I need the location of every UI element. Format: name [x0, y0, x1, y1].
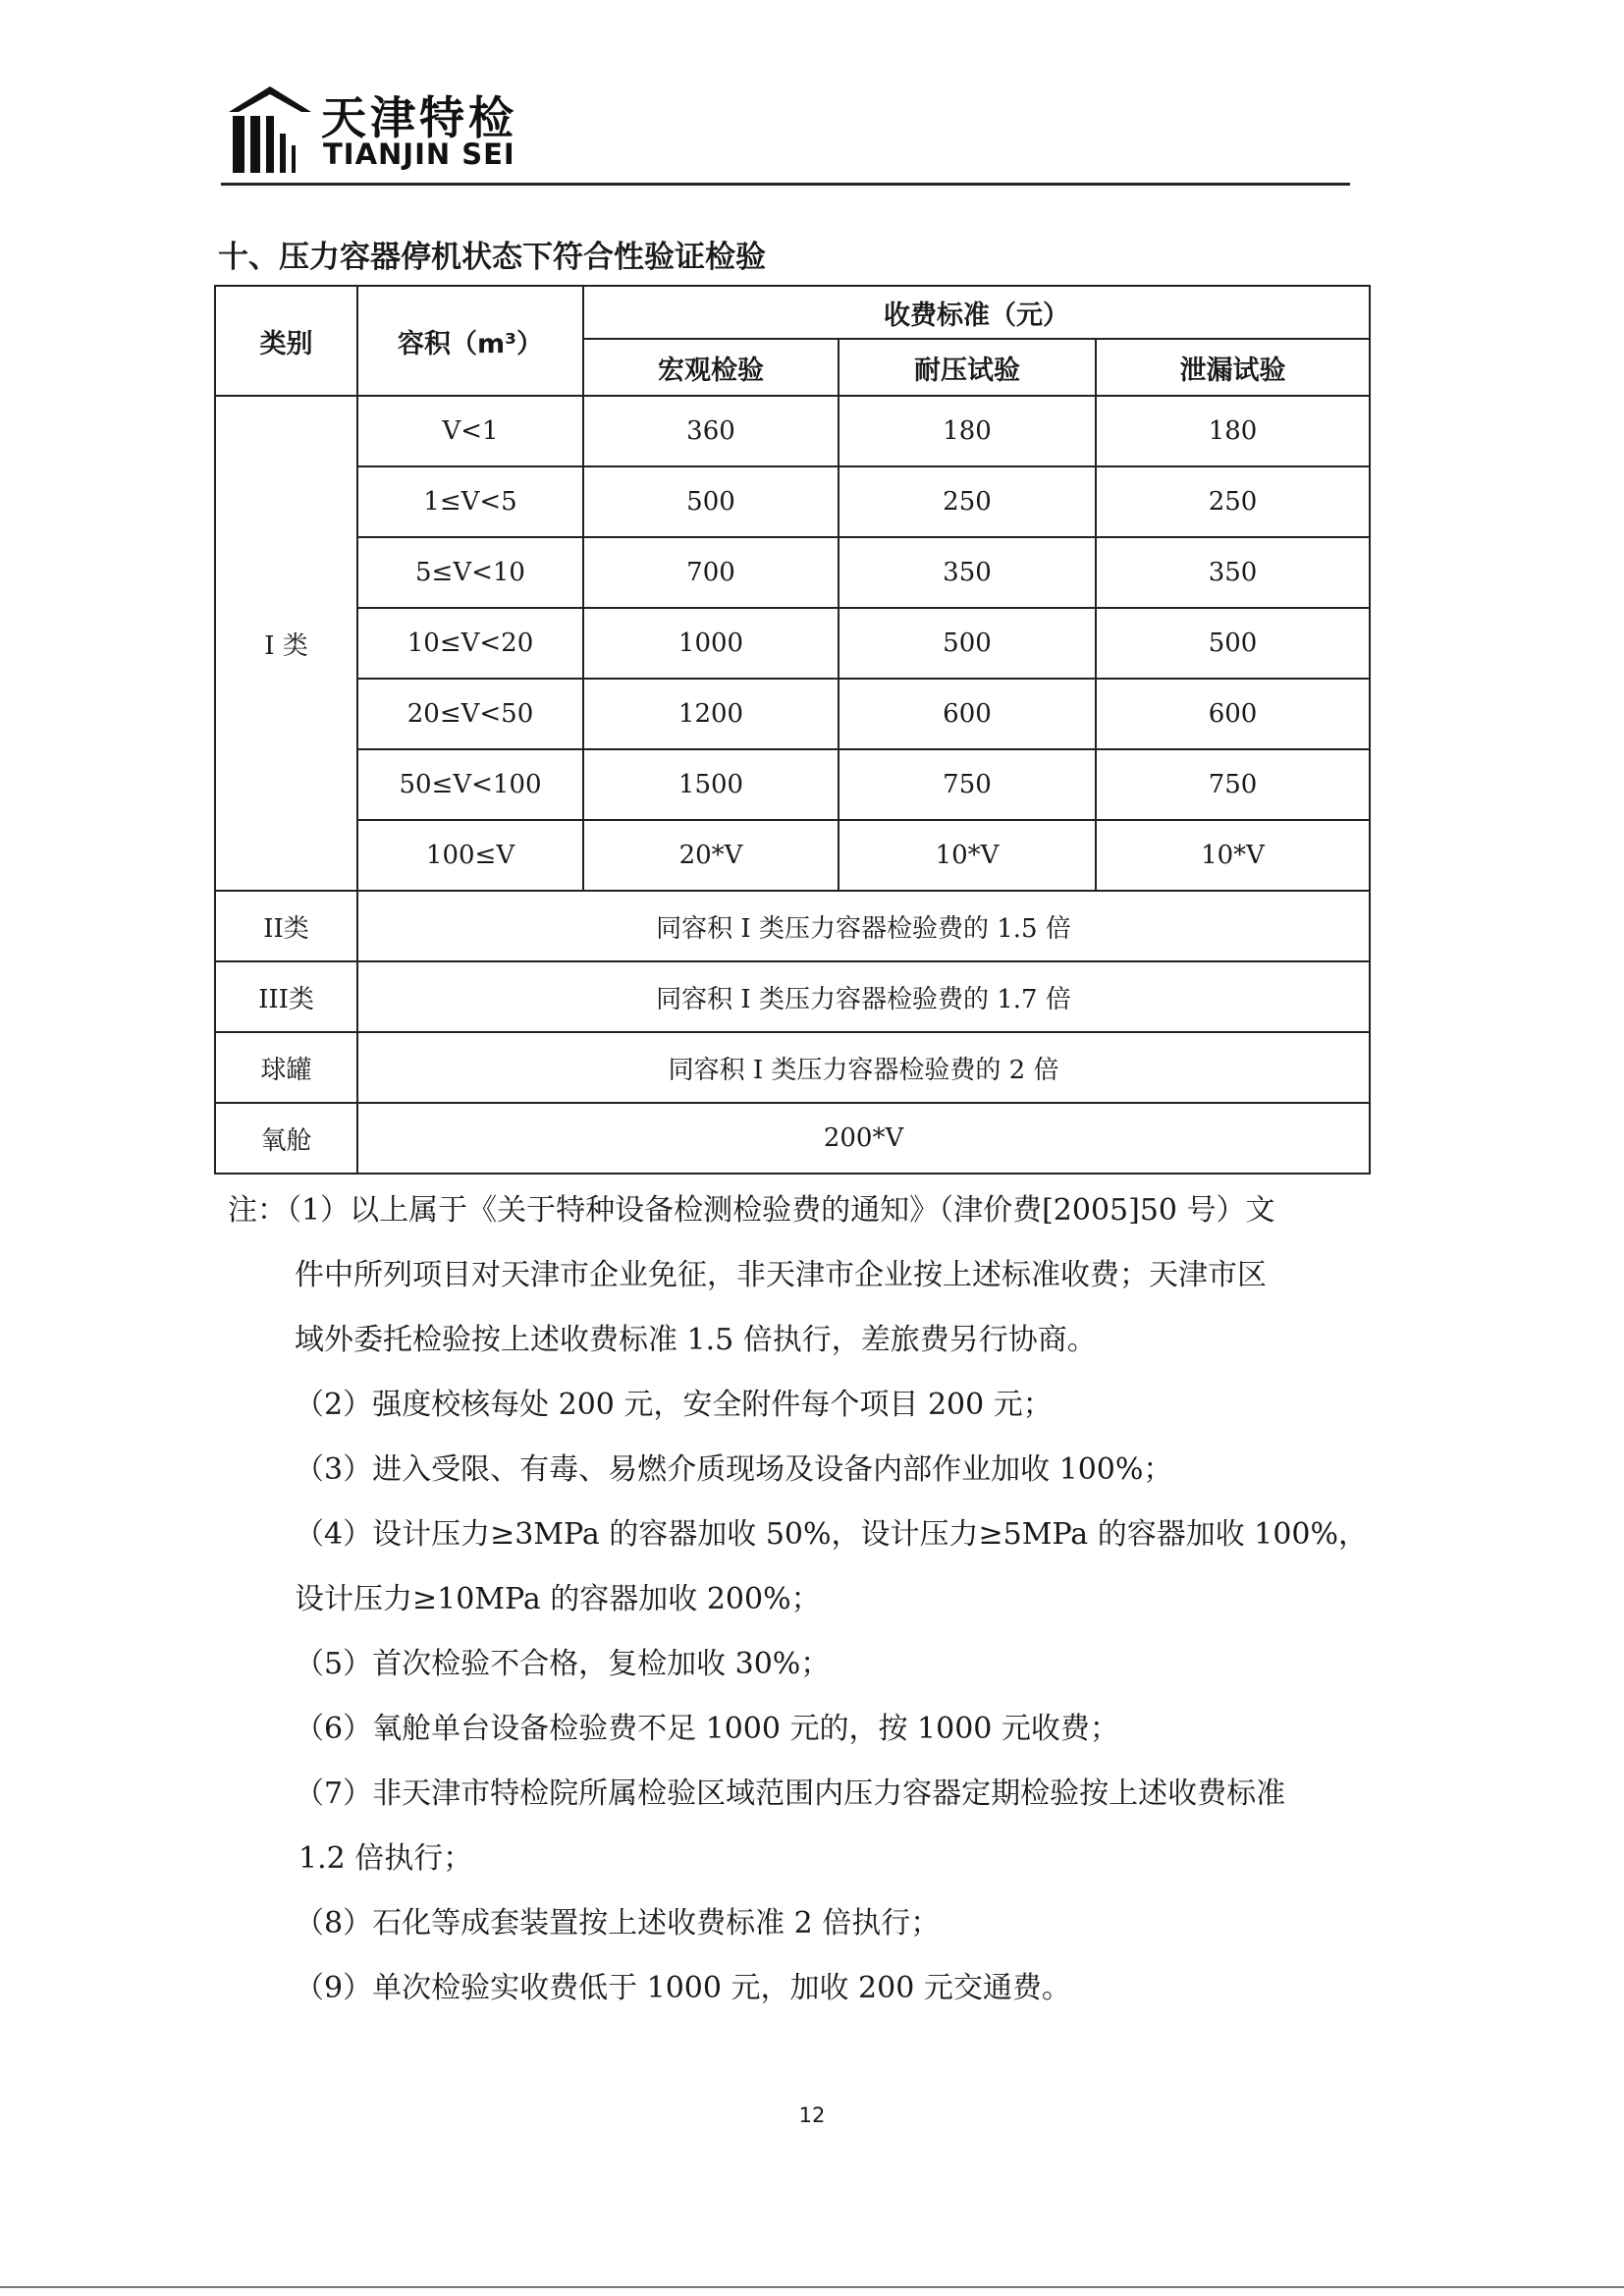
category-cell: II类 — [215, 891, 357, 961]
logo-english-name: TIANJIN SEI — [323, 137, 515, 171]
note-3: （3）进入受限、有毒、易燃介质现场及设备内部作业加收 100%； — [295, 1452, 1173, 1487]
class1-label: I 类 — [215, 396, 357, 891]
footer-divider — [0, 2286, 1624, 2288]
fee-rule-cell: 200*V — [357, 1103, 1370, 1174]
volume-cell: V<1 — [357, 396, 583, 466]
header-divider — [221, 183, 1350, 186]
pressure-fee-cell: 350 — [839, 537, 1096, 608]
table-row — [215, 1032, 1370, 1103]
tianjin-sei-logo-icon — [225, 82, 315, 177]
table-row — [215, 466, 1370, 537]
pressure-fee-cell: 10*V — [839, 820, 1096, 891]
volume-cell: 100≤V — [357, 820, 583, 891]
volume-cell: 1≤V<5 — [357, 466, 583, 537]
leak-fee-cell: 10*V — [1096, 820, 1370, 891]
category-cell: III类 — [215, 961, 357, 1032]
header-leak-test: 泄漏试验 — [1096, 339, 1370, 396]
header-macro-inspection: 宏观检验 — [583, 339, 839, 396]
logo-chinese-name: 天津特检 — [321, 91, 517, 144]
volume-cell: 5≤V<10 — [357, 537, 583, 608]
note-2: （2）强度校核每处 200 元，安全附件每个项目 200 元； — [295, 1388, 1053, 1422]
table-row — [215, 820, 1370, 891]
note-1-line-2: 件中所列项目对天津市企业免征，非天津市企业按上述标准收费；天津市区 — [295, 1258, 1267, 1292]
note-7-line-2: 1.2 倍执行； — [298, 1841, 473, 1876]
header-fee-standard: 收费标准（元） — [583, 286, 1370, 339]
macro-fee-cell: 20*V — [583, 820, 839, 891]
note-7-line-1: （7）非天津市特检院所属检验区域范围内压力容器定期检验按上述收费标准 — [295, 1777, 1286, 1811]
macro-fee-cell: 360 — [583, 396, 839, 466]
table-row — [215, 396, 1370, 466]
leak-fee-cell: 600 — [1096, 679, 1370, 749]
notes-section — [228, 1178, 1377, 2021]
table-header-row — [215, 286, 1370, 339]
fee-rule-cell: 同容积 I 类压力容器检验费的 1.5 倍 — [357, 891, 1370, 961]
table-row — [215, 537, 1370, 608]
table-row — [215, 679, 1370, 749]
note-4-line-1: （4）设计压力≥3MPa 的容器加收 50%，设计压力≥5MPa 的容器加收 100%， — [295, 1517, 1369, 1552]
note-8: （8）石化等成套装置按上述收费标准 2 倍执行； — [295, 1906, 941, 1941]
note-1-line-1: 注：（1）以上属于《关于特种设备检测检验费的通知》（津价费[2005]50 号）文 — [228, 1193, 1275, 1228]
macro-fee-cell: 1500 — [583, 749, 839, 820]
macro-fee-cell: 500 — [583, 466, 839, 537]
pressure-fee-cell: 180 — [839, 396, 1096, 466]
leak-fee-cell: 500 — [1096, 608, 1370, 679]
note-9: （9）单次检验实收费低于 1000 元，加收 200 元交通费。 — [295, 1971, 1071, 2005]
macro-fee-cell: 1200 — [583, 679, 839, 749]
pressure-fee-cell: 500 — [839, 608, 1096, 679]
header-volume: 容积（m³） — [357, 286, 583, 396]
table-row — [215, 961, 1370, 1032]
table-row — [215, 608, 1370, 679]
page-header — [221, 77, 1350, 187]
note-4-line-2: 设计压力≥10MPa 的容器加收 200%； — [295, 1582, 821, 1616]
fee-rule-cell: 同容积 I 类压力容器检验费的 1.7 倍 — [357, 961, 1370, 1032]
leak-fee-cell: 350 — [1096, 537, 1370, 608]
category-cell: 球罐 — [215, 1032, 357, 1103]
leak-fee-cell: 180 — [1096, 396, 1370, 466]
macro-fee-cell: 1000 — [583, 608, 839, 679]
section-title: 十、压力容器停机状态下符合性验证检验 — [218, 240, 766, 275]
leak-fee-cell: 750 — [1096, 749, 1370, 820]
volume-cell: 50≤V<100 — [357, 749, 583, 820]
pressure-fee-cell: 600 — [839, 679, 1096, 749]
header-pressure-test: 耐压试验 — [839, 339, 1096, 396]
pressure-fee-cell: 250 — [839, 466, 1096, 537]
header-category: 类别 — [215, 286, 357, 396]
category-cell: 氧舱 — [215, 1103, 357, 1174]
leak-fee-cell: 250 — [1096, 466, 1370, 537]
page-number: 12 — [798, 2104, 826, 2127]
pressure-fee-cell: 750 — [839, 749, 1096, 820]
table-row — [215, 891, 1370, 961]
note-6: （6）氧舱单台设备检验费不足 1000 元的，按 1000 元收费； — [295, 1712, 1119, 1746]
volume-cell: 20≤V<50 — [357, 679, 583, 749]
fee-rule-cell: 同容积 I 类压力容器检验费的 2 倍 — [357, 1032, 1370, 1103]
note-5: （5）首次检验不合格，复检加收 30%； — [295, 1647, 831, 1681]
note-1-line-3: 域外委托检验按上述收费标准 1.5 倍执行，差旅费另行协商。 — [295, 1323, 1097, 1357]
table-row — [215, 1103, 1370, 1174]
table-row — [215, 749, 1370, 820]
fee-table — [214, 285, 1371, 1175]
volume-cell: 10≤V<20 — [357, 608, 583, 679]
macro-fee-cell: 700 — [583, 537, 839, 608]
